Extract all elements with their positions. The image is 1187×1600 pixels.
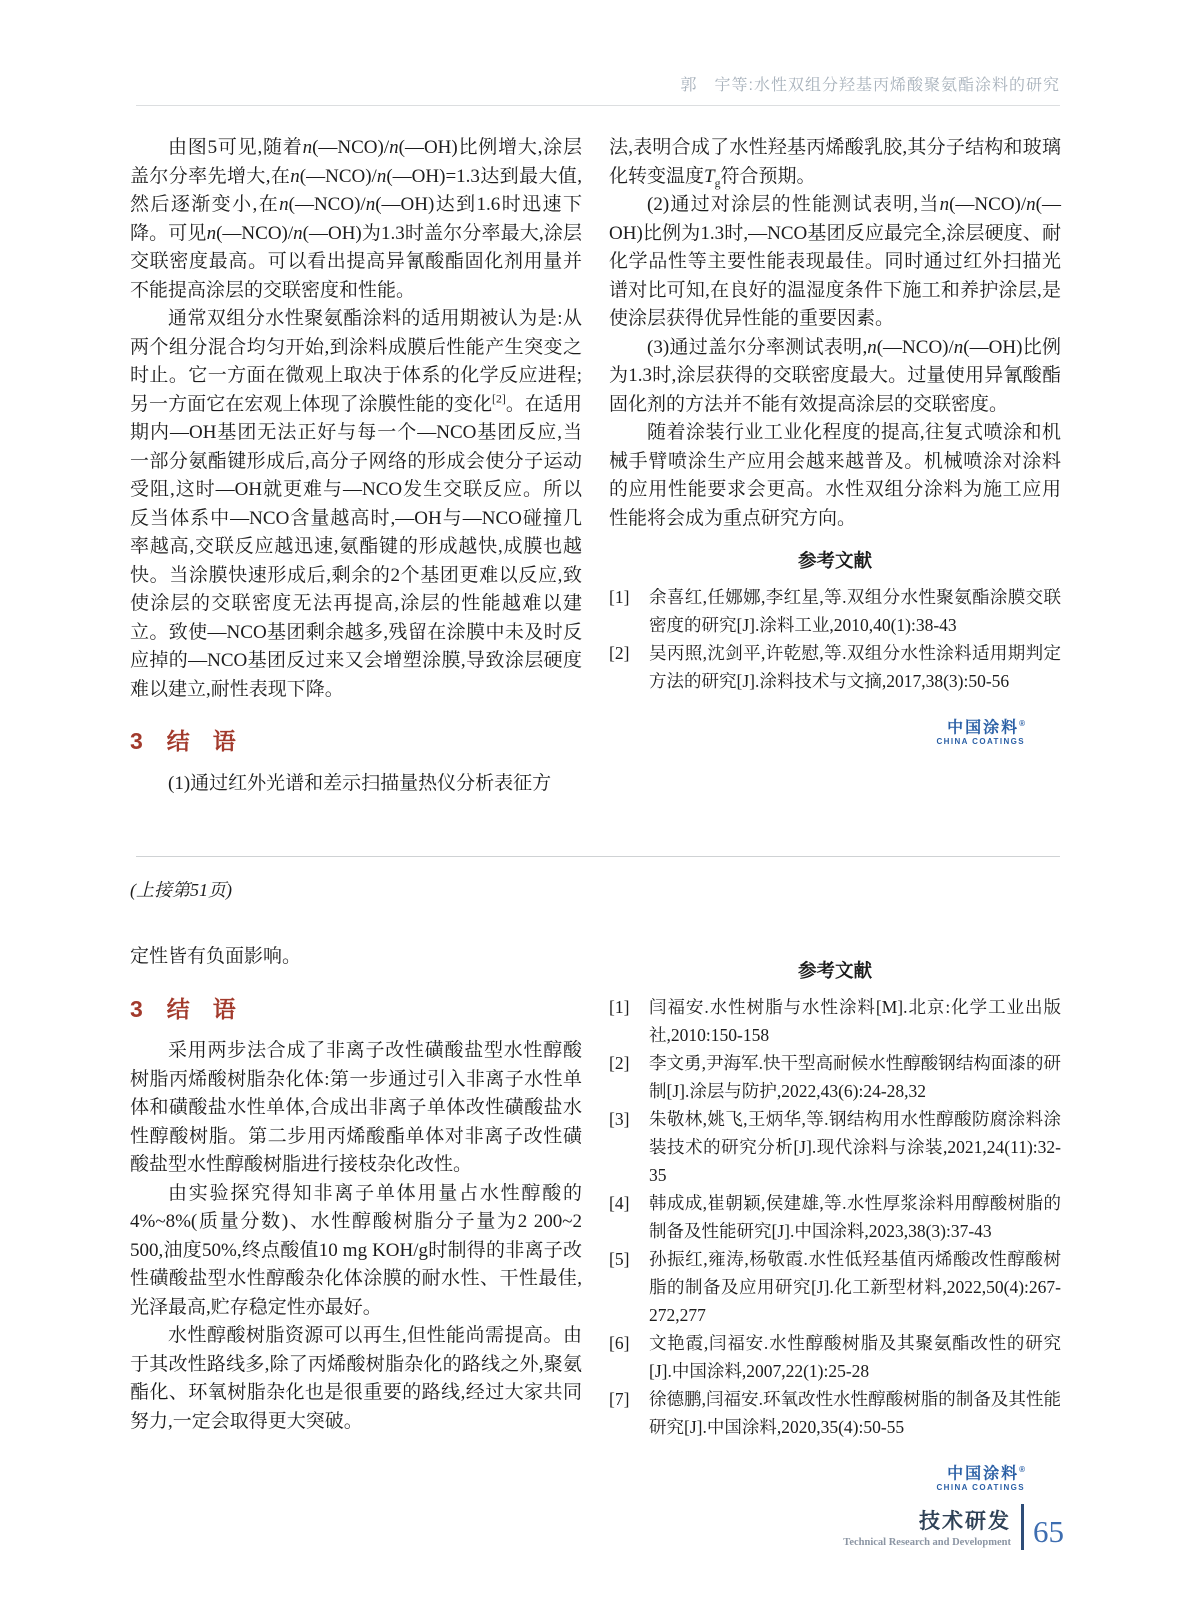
reference-label: [7] (609, 1389, 630, 1410)
china-coatings-logo-en: CHINA COATINGS (936, 737, 1025, 747)
continuation-note: (上接第51页) (130, 880, 232, 901)
reference-item (609, 1105, 1061, 1189)
references-list (609, 583, 1061, 695)
reference-item (609, 583, 1061, 639)
logo-name-cn: 中国涂料 (947, 719, 1020, 737)
paragraph: 采用两步法合成了非离子改性磺酸盐型水性醇酸树脂丙烯酸树脂杂化体:第一步通过引入非离子水性单体和磺酸盐水性单体,合成出非离子单体改性磺酸盐水性醇酸树脂。第二步用丙烯酸酯单体对非离子改性磺酸盐型水性醇酸树脂进行接枝杂化改性。 (130, 1040, 582, 1176)
reference-label: [2] (609, 1053, 630, 1074)
reference-label: [4] (609, 1193, 630, 1214)
footer-section-name (843, 1510, 1011, 1550)
reference-label: [6] (609, 1333, 630, 1354)
reference-text: 韩成成,崔朝颖,侯建雄,等.水性厚浆涂料用醇酸树脂的制备及性能研究[J].中国涂料,2023,38(3):37-43 (649, 1193, 1061, 1242)
paragraph: (3)通过盖尔分率测试表明,n(—NCO)/n(—OH)比例为1.3时,涂层获得的交联密度最大。过量使用异氰酸酯固化剂的方法并不能有效提高涂层的交联密度。 (609, 336, 1061, 415)
footer-section-en: Technical Research and Development (843, 1537, 1011, 1548)
reference-item (609, 1245, 1061, 1329)
page-footer (843, 1504, 1064, 1550)
reference-item (609, 1385, 1061, 1441)
article2-right-column (609, 943, 1061, 1493)
reference-item (609, 1049, 1061, 1105)
section-title: 结 语 (166, 995, 236, 1022)
paragraph: 由图5可见,随着n(—NCO)/n(—OH)比例增大,涂层盖尔分率先增大,在n(—NCO)/n(—OH)=1.3达到最大值,然后逐渐变小,在n(—NCO)/n(—OH)达到1.6时迅速下降。可见n(—NCO)/n(—OH)为1.3时盖尔分率最大,涂层交联密度最高。可以看出提高异氰酸酯固化剂用量并不能提高涂层的交联密度和性能。 (130, 137, 582, 301)
page-header (130, 76, 1060, 106)
reference-text: 孙振红,雍涛,杨敬霞.水性低羟基值丙烯酸改性醇酸树脂的制备及应用研究[J].化工新型材料,2022,50(4):267-272,277 (649, 1249, 1061, 1326)
reference-item (609, 639, 1061, 695)
paragraph: 法,表明合成了水性羟基丙烯酸乳胶,其分子结构和玻璃化转变温度$T_g$符合预期。 (609, 137, 1061, 190)
reference-text: 徐德鹏,闫福安.环氧改性水性醇酸树脂的制备及其性能研究[J].中国涂料,2020,35(4):50-55 (649, 1389, 1061, 1438)
footer-divider-bar (1021, 1504, 1024, 1550)
section-heading-conclusion (130, 728, 582, 756)
registered-mark: ® (1019, 719, 1025, 728)
paragraph: (2)通过对涂层的性能测试表明,当n(—NCO)/n(—OH)比例为1.3时,—NCO基团反应最完全,涂层硬度、耐化学品性等主要性能表现最佳。同时通过红外扫描光谱对比可知,在良好的温湿度条件下施工和养护涂层,是使涂层获得优异性能的重要因素。 (609, 194, 1061, 329)
reference-text: 余喜红,任娜娜,李红星,等.双组分水性聚氨酯涂膜交联密度的研究[J].涂料工业,2010,40(1):38-43 (649, 587, 1061, 635)
article-2 (130, 943, 1060, 1493)
references-title: 参考文献 (797, 962, 872, 983)
section-number: 3 (130, 995, 143, 1022)
paragraph: 定性皆有负面影响。 (130, 946, 302, 968)
reference-item (609, 1329, 1061, 1385)
references-title: 参考文献 (797, 552, 872, 572)
paragraph: (1)通过红外光谱和差示扫描量热仪分析表征方 (168, 772, 552, 794)
china-coatings-logo-cn (609, 1461, 1025, 1482)
paragraph: 随着涂装行业工业化程度的提高,往复式喷涂和机械手臂喷涂生产应用会越来越普及。机械喷涂对涂料的应用性能要求会更高。水性双组分涂料为施工应用性能将会成为重点研究方向。 (609, 422, 1061, 529)
section-heading-conclusion (130, 996, 582, 1024)
reference-label: [2] (609, 643, 630, 663)
reference-label: [1] (609, 997, 630, 1018)
page-number: 65 (1033, 1514, 1064, 1549)
china-coatings-logo-cn (609, 715, 1025, 736)
reference-item (609, 1189, 1061, 1245)
reference-label: [1] (609, 587, 630, 607)
references-list (609, 993, 1061, 1441)
china-coatings-logo (609, 1461, 1061, 1493)
reference-text: 闫福安.水性树脂与水性涂料[M].北京:化学工业出版社,2010:150-158 (649, 997, 1061, 1046)
reference-text: 吴丙照,沈剑平,许乾慰,等.双组分水性涂料适用期判定方法的研究[J].涂料技术与文摘,2017,38(3):50-56 (649, 643, 1061, 691)
article-1 (130, 134, 1060, 798)
article1-right-column (609, 134, 1061, 798)
reference-text: 李文勇,尹海军.快干型高耐候水性醇酸钢结构面漆的研制[J].涂层与防护,2022,43(6):24-28,32 (649, 1053, 1061, 1102)
section-number: 3 (130, 728, 143, 754)
article2-left-column (130, 943, 582, 1493)
reference-label: [5] (609, 1249, 630, 1270)
footer-section-cn: 技术研发 (919, 1510, 1011, 1533)
china-coatings-logo-en: CHINA COATINGS (936, 1483, 1025, 1493)
article-divider (136, 856, 1060, 857)
running-title: 郭 宇等:水性双组分羟基丙烯酸聚氨酯涂料的研究 (680, 77, 1060, 94)
paragraph: 水性醇酸树脂资源可以再生,但性能尚需提高。由于其改性路线多,除了丙烯酸树脂杂化的路线之外,聚氨酯化、环氧树脂杂化也是很重要的路线,经过大家共同努力,一定会取得更大突破。 (130, 1325, 582, 1432)
china-coatings-logo (609, 715, 1061, 747)
registered-mark: ® (1019, 1465, 1025, 1475)
header-rule (136, 105, 1060, 106)
reference-text: 朱敬林,姚飞,王炳华,等.钢结构用水性醇酸防腐涂料涂装技术的研究分析[J].现代涂料与涂装,2021,24(11):32-35 (649, 1109, 1061, 1186)
paragraph: 通常双组分水性聚氨酯涂料的适用期被认为是:从两个组分混合均匀开始,到涂料成膜后性能产生突变之时止。它一方面在微观上取决于体系的化学反应进程;另一方面它在宏观上体现了涂膜性能的变化[2]。在适用期内—OH基团无法正好与每一个—NCO基团反应,当一部分氨酯键形成后,高分子网络的形成会使分子运动受阻,这时—OH就更难与—NCO发生交联反应。所以反当体系中—NCO含量越高时,—OH与—NCO碰撞几率越高,交联反应越迅速,氨酯键的形成越快,成膜也越快。当涂膜快速形成后,剩余的2个基团更难以反应,致使涂层的交联密度无法再提高,涂层的性能越难以建立。致使—NCO基团剩余越多,残留在涂膜中未及时反应掉的—NCO基团反过来又会增塑涂膜,导致涂层硬度难以建立,耐性表现下降。 (130, 308, 582, 700)
logo-name-cn: 中国涂料 (947, 1465, 1020, 1483)
paragraph: 由实验探究得知非离子单体用量占水性醇酸的4%~8%(质量分数)、水性醇酸树脂分子量为2 200~2 500,油度50%,终点酸值10 mg KOH/g时制得的非离子改性磺酸盐型水性醇酸杂化体涂膜的耐水性、干性最佳,光泽最高,贮存稳定性亦最好。 (130, 1182, 582, 1318)
reference-item (609, 993, 1061, 1049)
reference-text: 文艳霞,闫福安.水性醇酸树脂及其聚氨酯改性的研究[J].中国涂料,2007,22(1):25-28 (649, 1333, 1061, 1382)
section-title: 结 语 (166, 728, 236, 754)
article1-left-column (130, 134, 582, 798)
reference-label: [3] (609, 1109, 630, 1130)
